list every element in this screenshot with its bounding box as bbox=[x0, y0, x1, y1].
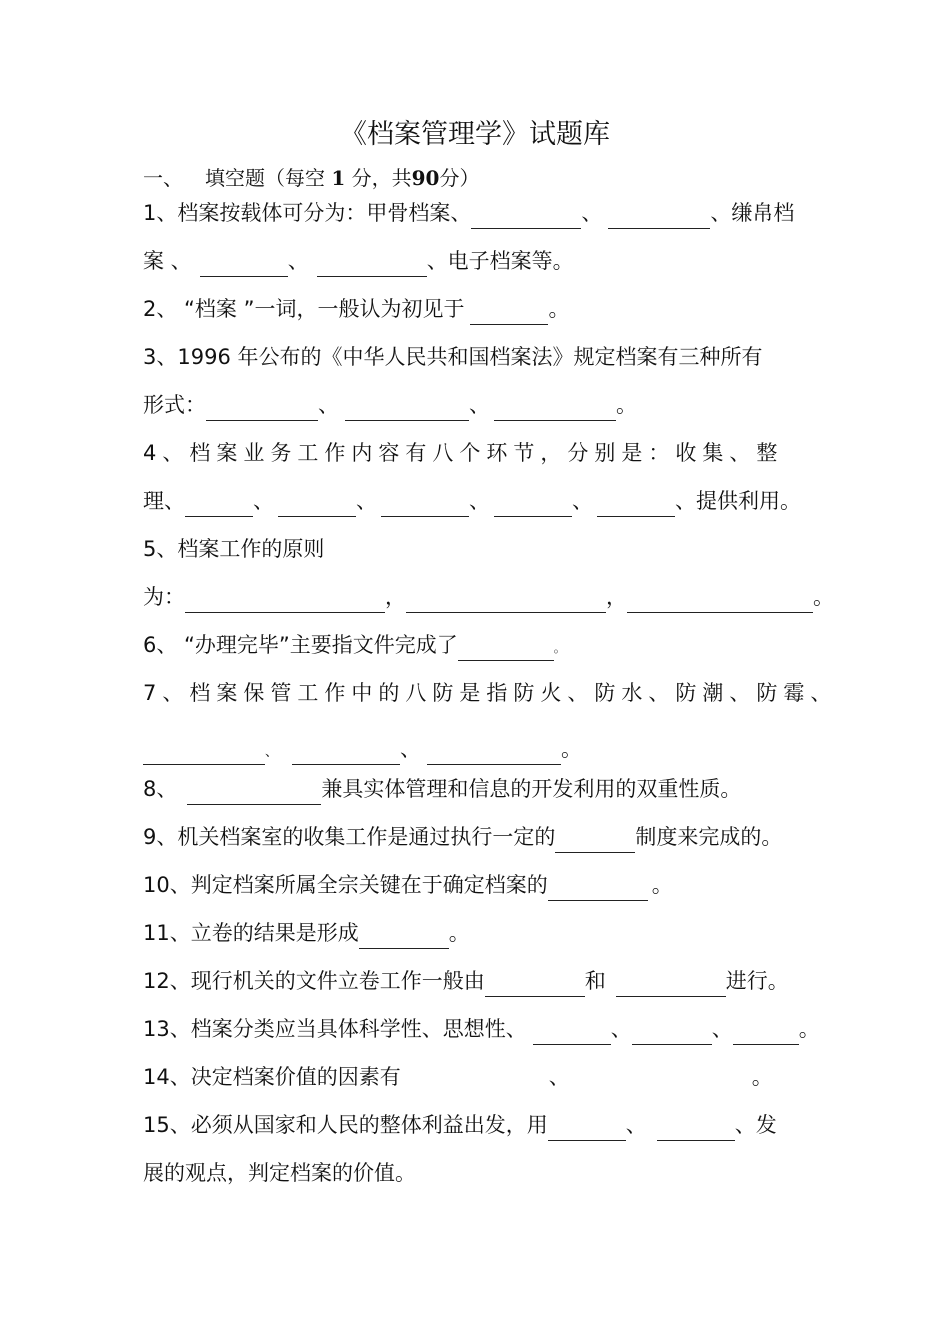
answer-blank[interactable] bbox=[471, 200, 581, 229]
question-9: 9、机关档案室的收集工作是通过执行一定的 制度来完成的。 bbox=[143, 820, 782, 854]
answer-blank[interactable] bbox=[458, 632, 554, 661]
question-10: 10、判定档案所属全宗关键在于确定档案的 。 bbox=[143, 868, 673, 902]
answer-blank[interactable] bbox=[185, 584, 385, 613]
question-11: 11、立卷的结果是形成 。 bbox=[143, 916, 470, 950]
answer-blank[interactable] bbox=[200, 248, 288, 277]
answer-blank[interactable] bbox=[292, 736, 400, 765]
answer-blank[interactable] bbox=[548, 872, 648, 901]
question-4-line-2: 理、 、 、 、 、 、提供利用。 bbox=[143, 484, 801, 518]
question-8: 8、 兼具实体管理和信息的开发利用的双重性质。 bbox=[143, 772, 741, 806]
question-2: 2、 “档案 ”一词，一般认为初见于 。 bbox=[143, 292, 569, 326]
answer-blank[interactable] bbox=[632, 1016, 712, 1045]
question-5-line-2: 为： ， ， 。 bbox=[143, 580, 834, 614]
answer-blank[interactable] bbox=[485, 968, 585, 997]
question-14: 14、决定档案价值的因素有 、 。 bbox=[143, 1065, 773, 1089]
answer-blank[interactable] bbox=[381, 488, 469, 517]
question-4-line-1: 4、档案业务工作内容有八个环节，分别是：收集、整 bbox=[143, 441, 784, 465]
answer-blank[interactable] bbox=[627, 584, 813, 613]
answer-blank[interactable] bbox=[406, 584, 606, 613]
answer-blank[interactable] bbox=[278, 488, 356, 517]
question-15-line-2: 展的观点，判定档案的价值。 bbox=[143, 1161, 416, 1185]
question-5-line-1: 5、档案工作的原则 bbox=[143, 537, 325, 561]
answer-blank[interactable] bbox=[317, 248, 427, 277]
question-3-line-1: 3、1996 年公布的《中华人民共和国档案法》规定档案有三种所有 bbox=[143, 345, 763, 369]
answer-blank[interactable] bbox=[657, 1112, 735, 1141]
question-13: 13、档案分类应当具体科学性、思想性、 、 、 。 bbox=[143, 1012, 820, 1046]
question-1-line-2: 案 、 、 、电子档案等。 bbox=[143, 244, 574, 278]
answer-blank[interactable] bbox=[533, 1016, 611, 1045]
answer-blank[interactable] bbox=[494, 392, 616, 421]
answer-blank[interactable] bbox=[345, 392, 469, 421]
answer-blank[interactable] bbox=[187, 776, 321, 805]
page-title: 《档案管理学》试题库 bbox=[340, 119, 610, 150]
section-heading: 一、 填空题（每空 1 分，共90分） bbox=[143, 166, 480, 190]
question-3-line-2: 形式： 、 、 。 bbox=[143, 388, 637, 422]
answer-blank[interactable] bbox=[555, 824, 635, 853]
question-6: 6、 “办理完毕”主要指文件完成了 。 bbox=[143, 628, 566, 662]
question-12: 12、现行机关的文件立卷工作一般由 和 进行。 bbox=[143, 964, 789, 998]
question-7-line-2: 、 、 。 bbox=[143, 732, 582, 766]
question-7-line-1: 7、档案保管工作中的八防是指防火、防水、防潮、防霉、 bbox=[143, 681, 838, 705]
question-1-line-1: 1、档案按载体可分为：甲骨档案、 、 、缣帛档 bbox=[143, 196, 794, 230]
answer-blank[interactable] bbox=[616, 968, 726, 997]
answer-blank[interactable] bbox=[206, 392, 318, 421]
question-15-line-1: 15、必须从国家和人民的整体利益出发，用 、 、发 bbox=[143, 1108, 777, 1142]
answer-blank[interactable] bbox=[143, 736, 265, 765]
answer-blank[interactable] bbox=[733, 1016, 799, 1045]
answer-blank[interactable] bbox=[427, 736, 561, 765]
answer-blank[interactable] bbox=[608, 200, 710, 229]
answer-blank[interactable] bbox=[548, 1112, 626, 1141]
answer-blank[interactable] bbox=[470, 296, 548, 325]
answer-blank[interactable] bbox=[494, 488, 572, 517]
answer-blank[interactable] bbox=[597, 488, 675, 517]
answer-blank[interactable] bbox=[359, 920, 449, 949]
answer-blank[interactable] bbox=[185, 488, 253, 517]
